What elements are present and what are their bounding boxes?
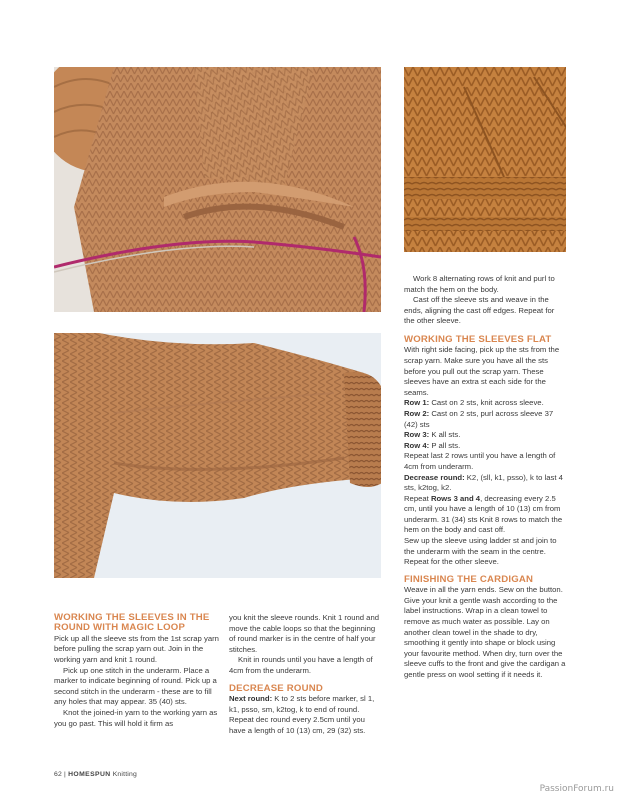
paragraph [404,398,566,409]
column-right [404,274,566,681]
heading-finishing: FINISHING THE CARDIGAN [404,573,534,585]
paragraph: Weave in all the yarn ends. Sew on the button. Give your knit a gentle wash according to the label instructions. Wrap in a clean towel to remove as much water as possible. Lay on another clean towel in the shade to dry, smoothing it gently into shape or block using your favourite method. When dry, turn over the sleeve cuffs to the front and give the cardigan a gentle press on wool setting if it needs it. [404,585,566,679]
heading-sleeves-flat: WORKING THE SLEEVES FLAT [404,333,552,345]
text: , decreasing every 2.5 cm, until you have a length of 10 (13) cm from underarm. 31 (34) sts Knit 8 rows to match the hem on the body and cast off. [404,493,563,535]
column-left [54,607,219,729]
paragraph [404,409,566,430]
label: Rows 3 and 4 [430,493,481,503]
paragraph: you knit the sleeve rounds. Knit 1 round and move the cable loops so that the beginning of round marker is in the centre of half your stitches. [229,613,380,654]
label: Row 4: [404,440,430,450]
watermark: PassionForum.ru [539,784,614,794]
photo-swatch-closeup [404,67,566,252]
text: Cast on 2 sts, purl across sleeve 37 (42) sts [404,408,554,429]
paragraph: Pick up all the sleeve sts from the 1st scrap yarn before pulling the scrap yarn out. Join in the working yarn and knit 1 round. [54,633,219,664]
paragraph [404,473,566,494]
column-middle [229,607,379,736]
paragraph: Knot the joined-in yarn to the working yarn as you go past. This will hold it firm as [54,707,218,728]
page-footer [54,771,137,778]
paragraph [404,441,566,452]
paragraph: Sew up the sleeve using ladder st and join to the underarm with the seam in the centre. Repeat for the other sleeve. [404,536,557,567]
paragraph [404,494,566,536]
text: Cast on 2 sts, knit across sleeve. [429,398,544,408]
text: K2, (sll, k1, psso), k to last 4 sts, k2tog, k2. [404,472,563,493]
heading-sleeves-round: WORKING THE SLEEVES IN THE ROUND WITH MAGIC LOOP [54,612,210,634]
label: Decrease round: [404,472,465,482]
paragraph: Knit in rounds until you have a length of 4cm from the underarm. [229,655,373,675]
paragraph: With right side facing, pick up the sts from the scrap yarn. Make sure you have all the sts before you pull out the scrap yarn. These sleeves have an extra st each side for the seams. [404,345,560,397]
photo-yoke-on-needle [54,67,381,312]
label: Next round: [229,693,273,703]
label: Row 2: [404,408,430,418]
text: P all sts. [429,440,461,450]
text: Repeat [404,493,431,503]
photo-sleeve-cuff [54,333,381,578]
paragraph: Work 8 alternating rows of knit and purl to match the hem on the body. [404,274,555,294]
footer-separator: | [61,771,69,778]
paragraph: Pick up one stitch in the underarm. Place a marker to indicate beginning of round. Pick up a second stitch in the underarm - these are to fill any holes that may appear. 35 (40) sts. [54,665,217,707]
label: Row 1: [404,398,430,408]
text: K all sts. [429,430,461,440]
paragraph [404,430,566,441]
page-number: 62 [54,771,62,778]
heading-decrease-round: DECREASE ROUND [229,682,323,694]
magazine-suffix: Knitting [110,771,137,778]
paragraph [229,694,379,736]
label: Row 3: [404,430,430,440]
text: K to 2 sts before marker, sl 1, k1, psso, sm, k2tog, k to end of round. Repeat dec round every 2.5cm until you have a length of 10 (13) cm, 29 (32) sts. [229,693,375,735]
magazine-name: HOMESPUN [68,771,111,778]
paragraph: Repeat last 2 rows until you have a length of 4cm from underarm. [404,451,556,471]
paragraph: Cast off the sleeve sts and weave in the ends, aligning the cast off edges. Repeat for the other sleeve. [404,295,555,326]
